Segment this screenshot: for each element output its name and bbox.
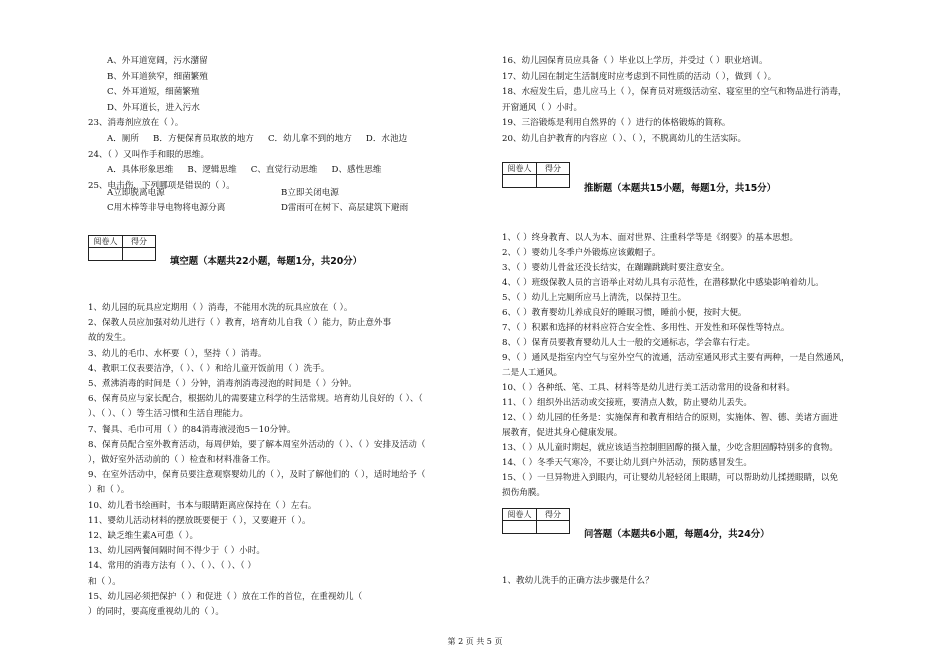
question-line: 损伤角膜。 xyxy=(502,488,545,498)
question-line: 20、幼儿自护教育的内容应（ ）、（ ），不脱离幼儿的生活实际。 xyxy=(502,134,747,144)
question-line: 二是人工通风。 xyxy=(502,368,563,378)
question-line: 4、（ ）班级保教人员的言语举止对幼儿具有示范性，在潜移默化中感染影响着幼儿。 xyxy=(502,278,824,288)
question-line: 13、（ ）从儿童时期起，就应该适当控制胆固醇的摄入量，少吃含胆固醇特别多的食物。 xyxy=(502,443,838,453)
question-line: A．具体形象思维 B、逻辑思维 C、直觉行动思维 D、感性思维 xyxy=(107,165,382,176)
question-line: 23、消毒剂应放在（ ）。 xyxy=(88,118,184,129)
grader-label: 阅卷人 xyxy=(503,163,537,175)
question-line: 1、（ ）终身教育、以人为本、面对世界、注重科学等是《纲要》的基本思想。 xyxy=(502,233,799,243)
grader-cell[interactable] xyxy=(503,521,537,533)
question-line: ），做好室外活动前的（ ）检查和材料准备工作。 xyxy=(88,455,276,465)
score-cell[interactable] xyxy=(123,248,155,260)
q25-option-b: B立即关闭电源 xyxy=(281,188,339,198)
question-line: 故的发生。 xyxy=(88,333,131,344)
question-line: 5、煮沸消毒的时间是（ ）分钟，消毒剂消毒浸泡的时间是（ ）分钟。 xyxy=(88,379,357,389)
question-line: 9、在室外活动中，保育员要注意观察婴幼儿的（ ），及时了解他们的（ ），适时地给予（ xyxy=(88,470,426,481)
question-line: 11、（ ）组织外出活动或交接班，要清点人数，防止婴幼儿丢失。 xyxy=(502,398,752,408)
question-line: 8、保育员配合室外教育活动，每周伊始，要了解本周室外活动的（ ）、（ ）安排及活动（ xyxy=(88,439,426,450)
question-line: 14、常用的消毒方法有（ ）、（ ）、（ ）、（ ） xyxy=(88,561,256,572)
grader-cell[interactable] xyxy=(503,175,537,187)
question-line: 开窗通风（ ）小时。 xyxy=(502,102,583,113)
question-line: 5、（ ）幼儿上完厕所应马上清洗，以保持卫生。 xyxy=(502,293,687,303)
question-line: 19、三浴锻炼是利用自然界的（ ）进行的体格锻炼的简称。 xyxy=(502,118,731,129)
question-line: 15、幼儿园必须把保护（ ）和促进（ ）放在工作的首位，在重视幼儿（ xyxy=(88,591,363,602)
question-line: 3、（ ）婴幼儿骨盆还没长结实，在蹦蹦跳跳时要注意安全。 xyxy=(502,263,730,273)
question-line: 13、幼儿园两餐间隔时间不得少于（ ）小时。 xyxy=(88,546,265,557)
question-line: 7、（ ）积累和选择的材料应符合安全性、多用性、开发性和环保性等特点。 xyxy=(502,323,790,333)
score-box-judge xyxy=(502,162,570,188)
grader-cell[interactable] xyxy=(89,248,123,260)
section-title-fill: 填空题（本题共22小题，每题1分，共20分） xyxy=(170,256,362,267)
question-line: 2、保教人员应加强对幼儿进行（ ）教育，培育幼儿自我（ ）能力，防止意外事 xyxy=(88,318,392,329)
grader-label: 阅卷人 xyxy=(503,509,537,521)
question-line: 25、电击伤，下列哪项是错误的（ ）。 xyxy=(88,180,235,191)
question-line: 12、缺乏维生素A可患（ ）。 xyxy=(88,531,199,541)
question-line: C、外耳道短，细菌繁殖 xyxy=(107,87,200,98)
question-line: 12、（ ）幼儿园的任务是：实施保育和教育相结合的原则，实施体、智、德、美诸方面进 xyxy=(502,413,838,423)
question-line: 4、教职工仪表要洁净，（ ）、（ ）和给儿童开饭前用（ ）洗手。 xyxy=(88,363,330,374)
question-line: D、外耳道长，进入污水 xyxy=(107,102,200,113)
question-line: 10、幼儿看书绘画时，书本与眼睛距离应保持在（ ）左右。 xyxy=(88,500,317,511)
question-line: 11、婴幼儿活动材料的摆放既要便于（ ），又要避开（ ）。 xyxy=(88,515,311,526)
question-line: B、外耳道狭窄，细菌繁殖 xyxy=(107,71,208,82)
page-footer: 第 2 页 共 5 页 xyxy=(447,637,503,646)
question-line: 1、教幼儿洗手的正确方法步骤是什么？ xyxy=(502,576,654,586)
question-line: 16、幼儿园保育员应具备（ ）毕业以上学历，并受过（ ）职业培训。 xyxy=(502,56,768,66)
section-title-qa: 问答题（本题共6小题，每题4分，共24分） xyxy=(584,529,770,540)
question-line: 展教育，促进其身心健康发展。 xyxy=(502,428,623,438)
question-line: 7、餐具、毛巾可用（ ）的84消毒液浸泡5－10分钟。 xyxy=(88,424,296,435)
question-line: 6、保育员应与家长配合，根据幼儿的需要建立科学的生活常规。培育幼儿良好的（ ）、（ xyxy=(88,394,423,405)
score-label: 得分 xyxy=(537,163,569,175)
question-line: 2、（ ）婴幼儿冬季户外锻炼应该戴帽子。 xyxy=(502,248,661,258)
question-line: 18、水痘发生后，患儿应马上（ ），保育员对班级活动室、寝室里的空气和物品进行消毒， xyxy=(502,87,847,98)
score-label: 得分 xyxy=(123,236,155,248)
question-line: 15、（ ）一旦异物进入到眼内，可让婴幼儿轻轻闭上眼睛，可以帮助幼儿揉搓眼睛，以免 xyxy=(502,473,838,483)
question-line: 3、幼儿的毛巾、水杯要（ ），坚持（ ）消毒。 xyxy=(88,348,267,359)
score-label: 得分 xyxy=(537,509,569,521)
score-box-fill xyxy=(88,235,156,261)
score-cell[interactable] xyxy=(537,175,569,187)
question-line: 6、（ ）教育婴幼儿养成良好的睡眠习惯，睡前小便，按时大便。 xyxy=(502,308,747,318)
score-cell[interactable] xyxy=(537,521,569,533)
question-line: A．厕所 B．方便保育员取放的地方 C．幼儿拿不到的地方 D．水池边 xyxy=(107,134,408,144)
question-line: 17、幼儿园在制定生活制度时应考虑到不同性质的活动（ ），做到（ ）。 xyxy=(502,71,777,82)
question-line: ）、（ ）、（ ）等生活习惯和生活自理能力。 xyxy=(88,409,249,420)
grader-label: 阅卷人 xyxy=(89,236,123,248)
score-box-qa xyxy=(502,508,570,534)
question-line: 1、幼儿园的玩具应定期用（ ）消毒，不能用水洗的玩具应放在（ ）。 xyxy=(88,303,353,313)
question-line: ）和（ ）。 xyxy=(88,485,130,496)
question-line: 9、（ ）通风是指室内空气与室外空气的流通，活动室通风形式主要有两种，一是自然通风， xyxy=(502,353,850,363)
question-line: ）的同时，要高度重视幼儿的（ ）。 xyxy=(88,607,224,617)
q25-option-d: D雷雨可在树下、高层建筑下避雨 xyxy=(281,203,409,213)
q25-option-a: A立即脱离电源 xyxy=(107,188,165,198)
q25-option-c: C用木棒等非导电物将电源分离 xyxy=(107,203,226,213)
question-line: 和（ ）。 xyxy=(88,576,121,587)
question-line: A、外耳道宽阔，污水潴留 xyxy=(107,56,208,66)
section-title-judge: 推断题（本题共15小题，每题1分，共15分） xyxy=(584,183,776,194)
question-line: 24、（ ）又叫作手和眼的思维。 xyxy=(88,149,210,160)
question-line: 8、（ ）保育员要教育婴幼儿人士一般的交通标志，学会靠右行走。 xyxy=(502,338,756,348)
question-line: 14、（ ）冬季天气寒冷，不要让幼儿到户外活动，预防感冒发生。 xyxy=(502,458,752,468)
question-line: 10、（ ）各种纸、笔、工具、材料等是幼儿进行美工活动常用的设备和材料。 xyxy=(502,383,795,393)
